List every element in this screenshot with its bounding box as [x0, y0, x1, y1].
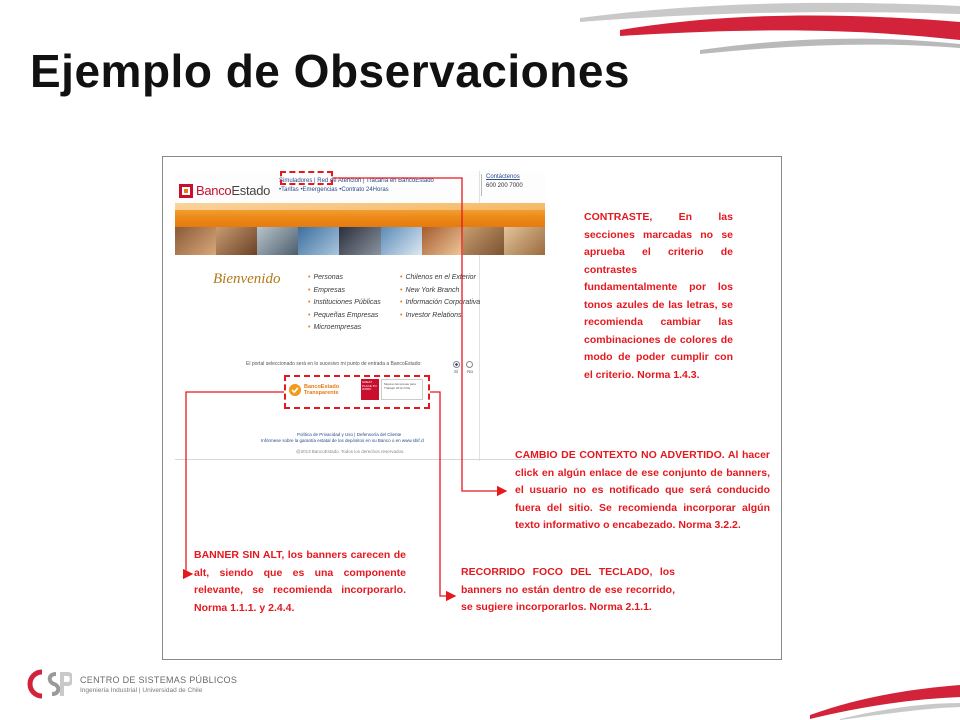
note-recorrido-foco: RECORRIDO FOCO DEL TECLADO, los banners no están dentro de ese recorrido, se sugiere incorporarlos. Norma 2.1.1.: [461, 566, 675, 613]
menu-item[interactable]: • Pequeñas Empresas: [308, 311, 379, 319]
menu-item[interactable]: • Chilenos en el Exterior: [400, 274, 476, 281]
footer-copyright: @2013 BancoEstado. Todos los derechos reservados.: [296, 449, 405, 454]
portal-preference-text: El portal seleccionado será en lo sucesivo mi punto de entrada a BancoEstado:: [246, 361, 422, 367]
slide-title: Ejemplo de Observaciones: [30, 45, 631, 97]
radio-no[interactable]: [466, 361, 473, 368]
top-nav-secondary-links[interactable]: •Tarifas •Emergencias •Contrato 24Horas: [279, 187, 389, 193]
radio-labels: [454, 369, 473, 374]
menu-item[interactable]: • Instituciones Públicas: [308, 299, 381, 306]
csp-logo-icon: [24, 668, 72, 700]
csp-logo: [24, 668, 237, 700]
bottom-swoosh-decoration: [810, 675, 960, 720]
segment-menu-left: [308, 272, 381, 335]
radio-no-label: No: [467, 369, 474, 374]
highlight-top-nav: [280, 171, 333, 185]
csp-logo-text: [80, 675, 237, 694]
footer-divider: [175, 459, 545, 460]
photo: [463, 227, 504, 255]
segment-menu-right: [400, 272, 480, 322]
welcome-heading: Bienvenido: [213, 271, 281, 287]
banner-mejores-empresas[interactable]: Mejores Empresas para Trabajar 2012 Chile: [381, 379, 423, 400]
orange-header-band: [175, 203, 545, 227]
csp-subtitle: Ingeniería Industrial | Universidad de Chile: [80, 686, 203, 694]
portal-preference-radios: [453, 361, 473, 368]
contact-link[interactable]: Contáctenos: [486, 174, 520, 180]
highlight-banners: [284, 375, 430, 409]
menu-item[interactable]: • Microempresas: [308, 324, 362, 331]
top-nav-links[interactable]: Simuladores | Red de Atención | Tracaría en BancoEstado: [279, 178, 434, 184]
photo: [216, 227, 257, 255]
photo: [381, 227, 422, 255]
footer-links[interactable]: Política de Privacidad y Uso | Defensoría del Cliente: [297, 432, 402, 437]
top-swoosh-decoration: [580, 0, 960, 60]
note-cambio-contexto: CAMBIO DE CONTEXTO NO ADVERTIDO. Al hacer click en algún enlace de ese conjunto de banners, el usuario no es notificado que será conducido fuera del sitio. Se recomienda incorporar algún texto informativo o encabezado. Norma 3.2.2.: [515, 449, 770, 531]
menu-item[interactable]: • Información Corporativa: [400, 299, 481, 306]
bancoestado-logo-icon: [179, 184, 193, 198]
photo: [422, 227, 463, 255]
contact-box: [481, 174, 541, 196]
photo: [257, 227, 298, 255]
photo-strip: [175, 227, 545, 255]
note-banner-sin-alt: BANNER SIN ALT, los banners carecen de alt, siendo que es una componente relevante, se recomienda incorporarlo. Norma 1.1.1. y 2.4.4.: [194, 549, 406, 614]
menu-item[interactable]: • Personas: [308, 274, 344, 281]
csp-name: CENTRO DE SISTEMAS PÚBLICOS: [80, 674, 238, 685]
radio-yes[interactable]: [453, 361, 460, 368]
footer-guarantee-link[interactable]: Infórmese sobre la garantía estatal de los depósitos en su Banco o en www.sbif.cl: [261, 438, 425, 443]
menu-item[interactable]: • Investor Relations: [400, 311, 462, 319]
photo: [339, 227, 380, 255]
menu-item[interactable]: • New York Branch: [400, 286, 460, 294]
bancoestado-logo[interactable]: [179, 183, 270, 198]
photo: [504, 227, 545, 255]
banner-transparente-label: BancoEstado Transparente: [304, 384, 340, 396]
menu-item[interactable]: • Empresas: [308, 286, 345, 294]
note-contraste: CONTRASTE, En las secciones marcadas no se aprueba el criterio de contrastes fundamentalmente por los tonos azules de las letras, se recomienda cambiar las combinaciones de colores de modo de poder cumplir con el criterio. Norma 1.4.3.: [584, 211, 733, 381]
contact-phone: 600 200 7000: [486, 183, 523, 189]
logo-wordmark: BancoEstado: [196, 183, 271, 198]
banner-great-place-to-work[interactable]: GREAT PLACE TO WORK: [361, 379, 379, 400]
photo: [175, 227, 216, 255]
photo: [298, 227, 339, 255]
radio-yes-label: Sí: [454, 369, 459, 374]
